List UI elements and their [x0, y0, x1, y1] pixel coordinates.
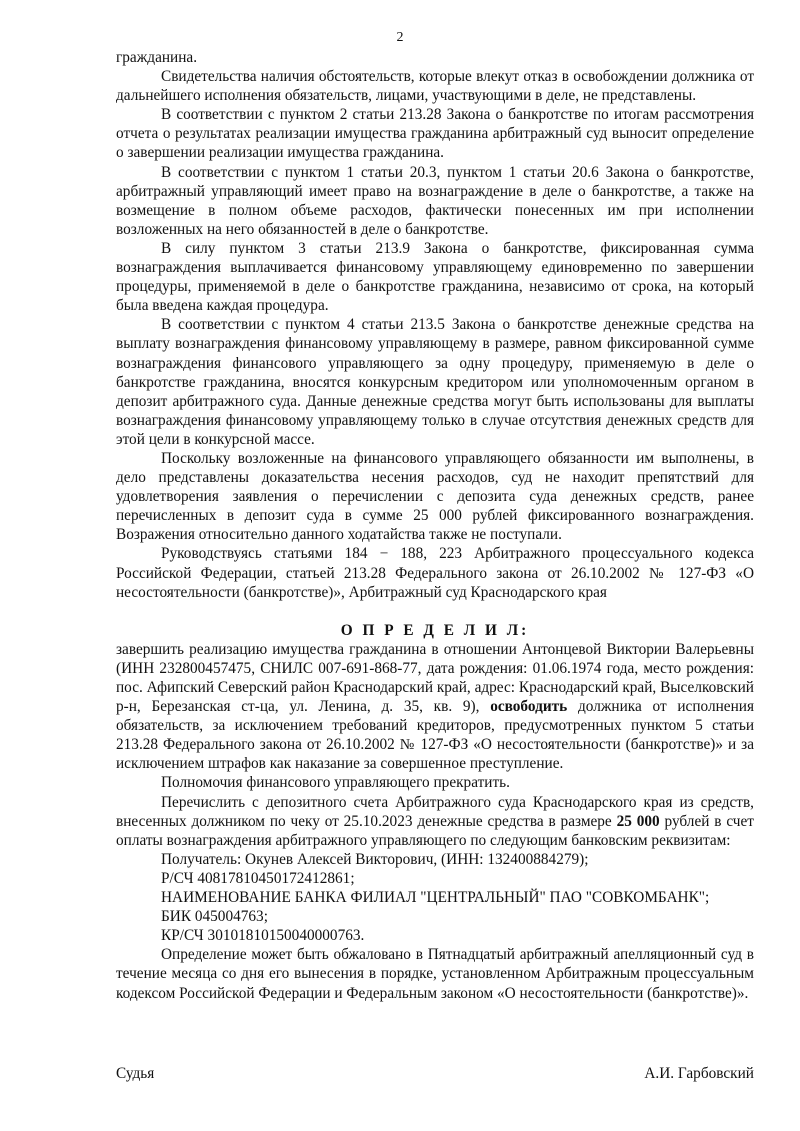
paragraph: В соответствии с пунктом 4 статьи 213.5 Закона о банкротстве денежные средства на выплату вознаграждения финансовому управляющему в размере, равном фиксированной сумме вознаграждения финансового управляющего за одну процедуру, применяемую в деле о банкротстве гражданина, вносятся конкурсным кредитором или уполномоченным органом в депозит арбитражного суда. Данные денежные средства могут быть использованы для выплаты вознаграждения финансовому управляющему только в случае отсутствия денежных средств для этой цели в конкурсной массе. [116, 316, 754, 448]
judge-name: А.И. Гарбовский [644, 1065, 754, 1082]
decision-text: завершить реализацию имущества гражданина в отношении Антонцевой Виктории Валерьевны (ИНН 232800457475, СНИЛС 007-691-868-77, дата рождения: 01.06.1974 года, место рождения: пос. Афипский Северский район Краснодарский край, адрес: Краснодарский край, Выселковский р-н, Березанская ст-ца, ул. Ленина, д. 35, кв. 9), [116, 640, 754, 716]
requisite-line: Получатель: Окунев Алексей Викторович, (ИНН: 132400884279); [161, 850, 589, 868]
paragraph: В соответствии с пунктом 1 статьи 20.3, пунктом 1 статьи 20.6 Закона о банкротстве, арбитражный управляющий имеет право на вознаграждение в деле о банкротстве, а также на возмещение в полном объеме расходов, фактически понесенных им при исполнении возложенных на него обязанностей в деле о банкротстве. [116, 163, 754, 238]
paragraph: В соответствии с пунктом 2 статьи 213.28 Закона о банкротстве по итогам рассмотрения отчета о результатах реализации имущества гражданина арбитражный суд выносит определение о завершении реализации имущества гражданина. [116, 106, 754, 162]
paragraph: Свидетельства наличия обстоятельств, которые влекут отказ в освобождении должника от дальнейшего исполнения обязательств, лицами, участвующими в деле, не представлены. [116, 68, 754, 105]
paragraph: гражданина. [116, 49, 198, 66]
judge-role: Судья [116, 1065, 155, 1082]
requisite-line: НАИМЕНОВАНИЕ БАНКА ФИЛИАЛ "ЦЕНТРАЛЬНЫЙ" ПАО "СОВКОМБАНК"; [161, 889, 710, 907]
decision-paragraph [116, 640, 754, 774]
appeal-paragraph: Определение может быть обжаловано в Пятнадцатый арбитражный апелляционный суд в течение месяца со дня его вынесения в порядке, установленном Арбитражным процессуальным кодексом Российской Федерации и Федеральным законом «О несостоятельности (банкротстве)». [116, 946, 754, 1002]
decision-text: должника от исполнения обязательств, за исключением требований кредиторов, предусмотренных пунктом 5 статьи 213.28 Федерального закона от 26.10.2002 № 127-ФЗ «О несостоятельности (банкротстве)» и за исключением штрафов как наказание за совершенное преступление. [116, 698, 755, 773]
document-body [116, 48, 754, 1003]
requisite-line: БИК 045004763; [161, 908, 268, 926]
decision-paragraph [116, 793, 754, 850]
requisite-line: КР/СЧ 30101810150040000763. [161, 927, 365, 945]
decision-paragraph: Полномочия финансового управляющего прекратить. [161, 774, 510, 792]
decision-heading: О П Р Е Д Е Л И Л: [340, 621, 530, 639]
decision-bold: освободить [490, 698, 568, 716]
decision-text: рублей в счет оплаты вознаграждения арбитражного управляющего по следующим банковским реквизитам: [116, 812, 754, 849]
requisite-line: Р/СЧ 40817810450172412861; [161, 869, 355, 887]
paragraph: В силу пунктом 3 статьи 213.9 Закона о банкротстве, фиксированная сумма вознаграждения выплачивается финансовому управляющему единовременно по завершении процедуры, применяемой в деле о банкротстве гражданина, независимо от срока, на который была введена каждая процедура. [116, 239, 754, 315]
amount-bold: 25 000 [616, 812, 660, 830]
page-number: 2 [396, 30, 404, 45]
paragraph: Руководствуясь статьями 184 − 188, 223 Арбитражного процессуального кодекса Российской Федерации, статьей 213.28 Федерального закона от 26.10.2002 № 127-ФЗ «О несостоятельности (банкротстве)», Арбитражный суд Краснодарского края [116, 545, 754, 601]
signature-block [116, 1065, 754, 1083]
decision-text: Перечислить с депозитного счета Арбитражного суда Краснодарского края из средств, внесенных должником по чеку от 25.10.2023 денежные средства в размере [116, 793, 754, 830]
paragraph: Поскольку возложенные на финансового управляющего обязанности им выполнены, в дело представлены доказательства несения расходов, суд не находит препятствий для удовлетворения заявления о перечислении с депозита суда денежных средств, ранее перечисленных в депозит суда в сумме 25 000 рублей фиксированного вознаграждения. Возражения относительно данного ходатайства также не поступали. [116, 449, 754, 544]
